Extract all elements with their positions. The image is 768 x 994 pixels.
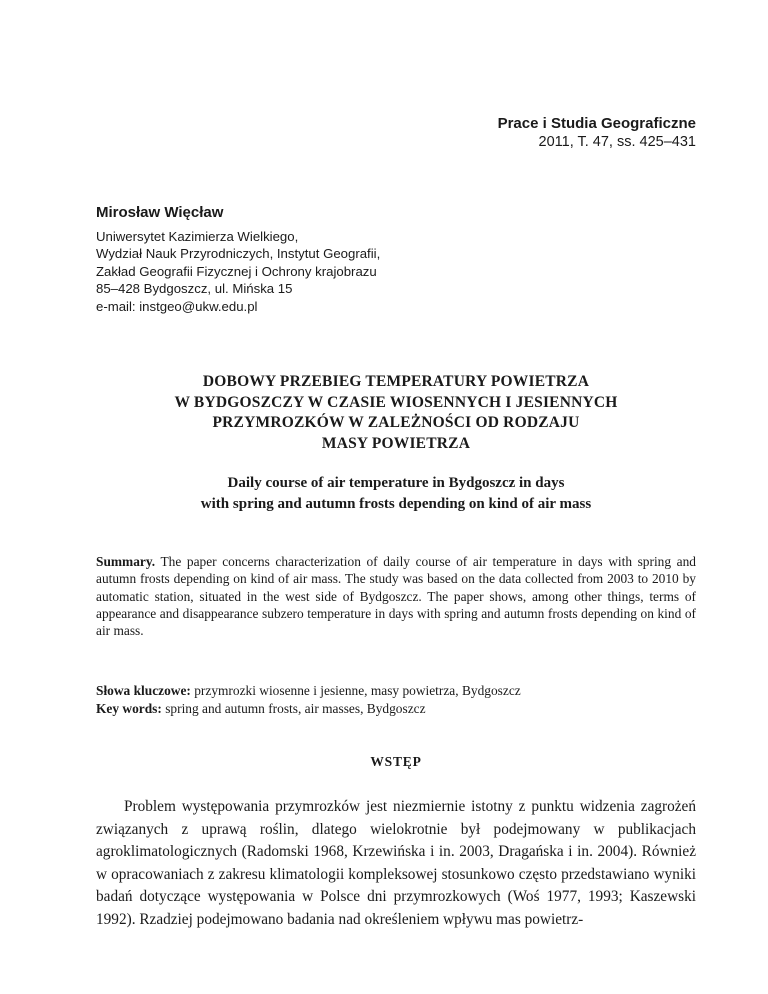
summary-text: The paper concerns characterization of daily course of air temperature in days with spring and autumn frosts depending on kind of air mass. The study was based on the data collected from 2003 to 2010 by automatic station, situated in the west side of Bydgoszcz. The paper shows, among other things, terms of appearance and disappearance subzero temperature in days with spring and autumn frosts depending on kind of air mass. (96, 554, 696, 639)
keywords-polish-label: Słowa kluczowe: (96, 683, 191, 698)
journal-volume-pages: 2011, T. 47, ss. 425–431 (538, 134, 696, 150)
summary-label: Summary. (96, 554, 156, 569)
keywords-block (96, 682, 696, 717)
journal-name: Prace i Studia Geograficzne (497, 115, 696, 132)
affiliation-address: 85–428 Bydgoszcz, ul. Mińska 15 (96, 281, 293, 297)
title-line: Daily course of air temperature in Bydgoszcz in days (227, 475, 565, 491)
author-email: e-mail: instgeo@ukw.edu.pl (96, 298, 258, 314)
journal-header (498, 114, 696, 152)
title-line: W BYDGOSZCZY W CZASIE WIOSENNYCH I JESIENNYCH (174, 393, 618, 411)
summary-paragraph (96, 553, 696, 639)
paper-title-polish (96, 372, 696, 454)
keywords-polish (96, 682, 696, 700)
author-block (96, 202, 380, 315)
keywords-polish-text: przymrozki wiosenne i jesienne, masy powietrza, Bydgoszcz (194, 683, 521, 698)
affiliation-line: Wydział Nauk Przyrodniczych, Instytut Geografii, (96, 246, 381, 262)
author-affiliation (96, 228, 380, 315)
keywords-english-text: spring and autumn frosts, air masses, Bydgoszcz (165, 700, 426, 716)
title-line: DOBOWY PRZEBIEG TEMPERATURY POWIETRZA (202, 373, 590, 390)
title-line: PRZYMROZKÓW W ZALEŻNOŚCI OD RODZAJU (212, 414, 580, 431)
keywords-english-label: Key words: (96, 700, 162, 716)
affiliation-line: Zakład Geografii Fizycznej i Ochrony krajobrazu (96, 263, 377, 279)
affiliation-line: Uniwersytet Kazimierza Wielkiego, (96, 229, 299, 244)
title-line: with spring and autumn frosts depending on kind of air mass (200, 495, 592, 512)
title-line: MASY POWIETRZA (321, 434, 471, 452)
paper-title-english (96, 473, 696, 514)
author-name: Mirosław Więcław (96, 204, 224, 221)
keywords-english (96, 700, 696, 718)
section-heading: WSTĘP (370, 754, 422, 769)
body-paragraph: Problem występowania przymrozków jest niezmiernie istotny z punktu widzenia zagrożeń związanych z uprawą roślin, dlatego wielokrotnie był podejmowany w publikacjach agroklimatologicznych (Radomski 1968, Krzewińska i in. 2003, Dragańska i in. 2004). Również w opracowaniach z zakresu klimatologii kompleksowej stosunkowo często przedstawiano wyniki badań dotyczące występowania w Polsce dni przymrozkowych (Woś 1977, 1993; Kaszewski 1992). Rzadziej podejmowano badania nad określeniem wpływu mas powietrz- (96, 798, 696, 928)
